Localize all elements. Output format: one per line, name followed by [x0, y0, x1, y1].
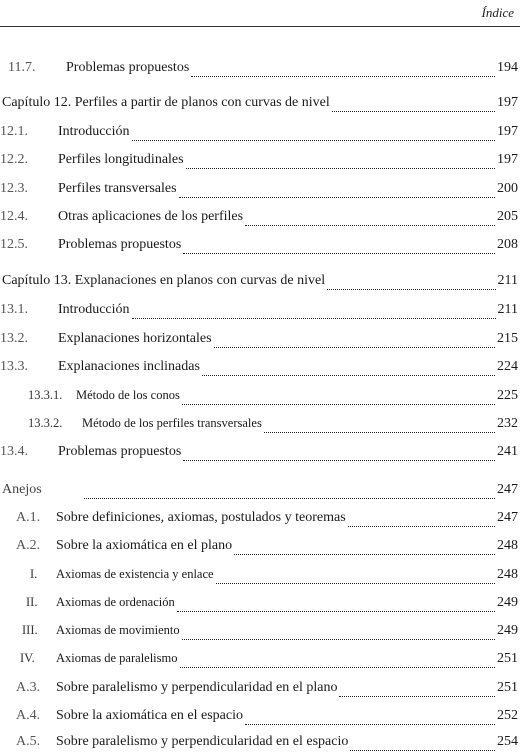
toc-entry[interactable] [0, 680, 518, 702]
entry-page: 211 [497, 302, 518, 317]
entry-number: IV. [20, 651, 35, 665]
entry-number: 13.4. [0, 444, 28, 459]
leader-dots [182, 404, 495, 405]
entry-page: 252 [497, 708, 518, 723]
entry-page: 248 [497, 567, 518, 582]
leader-dots [245, 225, 495, 226]
chapter-title: Capítulo 13. Explanaciones en planos con curvas de nivel [2, 273, 326, 288]
entry-page: 225 [497, 388, 518, 403]
toc-entry[interactable] [0, 124, 518, 146]
entry-title: Problemas propuestos [58, 237, 182, 252]
leader-dots [177, 611, 495, 612]
entry-number: II. [26, 595, 38, 609]
leader-dots [186, 168, 495, 169]
entry-title: Introducción [58, 124, 130, 139]
entry-number: A.4. [16, 708, 41, 723]
toc-entry[interactable] [0, 209, 518, 231]
entry-page: 251 [497, 651, 518, 666]
toc-entry[interactable] [0, 152, 518, 174]
entry-page: 251 [497, 680, 518, 695]
entry-page: 194 [497, 60, 518, 75]
toc-entry[interactable] [0, 302, 518, 324]
entry-title: Sobre la axiomática en el espacio [56, 708, 243, 723]
leader-dots [332, 111, 495, 112]
entry-number: 12.1. [0, 124, 28, 139]
entry-number: 13.3.1. [28, 388, 63, 402]
leader-dots [348, 526, 495, 527]
entry-number: III. [22, 623, 38, 637]
entry-page: 249 [497, 623, 518, 638]
toc-entry[interactable] [0, 538, 518, 560]
entry-number: A.5. [16, 734, 41, 749]
entry-title: Método de los conos [76, 388, 180, 402]
toc-entry[interactable] [0, 444, 518, 466]
entry-title: Sobre definiciones, axiomas, postulados y teoremas [56, 510, 346, 525]
entry-page: 224 [497, 359, 518, 374]
toc-entry[interactable] [0, 708, 518, 730]
entry-page: 247 [497, 482, 518, 497]
entry-page: 254 [497, 734, 518, 749]
entry-page: 232 [497, 416, 518, 431]
toc-chapter-entry[interactable] [0, 273, 518, 295]
running-header: Índice [481, 5, 514, 20]
leader-dots [180, 667, 496, 668]
entry-title: Axiomas de existencia y enlace [56, 567, 214, 581]
entry-page: 248 [497, 538, 518, 553]
entry-number: 13.2. [0, 331, 28, 346]
toc-appendix-entry[interactable] [0, 482, 518, 504]
entry-number: 13.1. [0, 302, 28, 317]
toc-subentry[interactable] [0, 567, 518, 589]
leader-dots [84, 498, 495, 499]
toc-chapter-entry[interactable] [0, 95, 518, 117]
entry-title: Axiomas de ordenación [56, 595, 175, 609]
entry-number: 12.2. [0, 152, 28, 167]
entry-title: Perfiles transversales [58, 181, 177, 196]
entry-page: 197 [497, 124, 518, 139]
leader-dots [132, 140, 495, 141]
toc-subentry[interactable] [0, 416, 518, 438]
leader-dots [339, 696, 495, 697]
leader-dots [202, 375, 495, 376]
leader-dots [264, 432, 495, 433]
entry-page: 200 [497, 181, 518, 196]
entry-number: A.2. [16, 538, 41, 553]
entry-number: 12.4. [0, 209, 28, 224]
entry-page: 211 [497, 273, 518, 288]
entry-title: Sobre paralelismo y perpendicularidad en el plano [56, 680, 338, 695]
leader-dots [214, 347, 495, 348]
toc-entry[interactable] [0, 510, 518, 532]
toc-subentry[interactable] [0, 388, 518, 410]
leader-dots [179, 197, 495, 198]
leader-dots [327, 289, 495, 290]
entry-title: Perfiles longitudinales [58, 152, 184, 167]
leader-dots [183, 253, 495, 254]
entry-title: Axiomas de movimiento [56, 623, 180, 637]
entry-page: 205 [497, 209, 518, 224]
leader-dots [183, 460, 495, 461]
entry-number: 12.3. [0, 181, 28, 196]
entry-number: 12.5. [0, 237, 28, 252]
leader-dots [132, 318, 496, 319]
entry-title: Explanaciones horizontales [58, 331, 212, 346]
entry-number: I. [30, 567, 38, 581]
toc-entry[interactable] [0, 181, 518, 203]
toc-entry[interactable] [0, 60, 518, 82]
toc-entry[interactable] [0, 237, 518, 259]
entry-title: Método de los perfiles transversales [82, 416, 262, 430]
entry-title: Otras aplicaciones de los perfiles [58, 209, 244, 224]
leader-dots [350, 750, 495, 751]
entry-title: Sobre paralelismo y perpendicularidad en el espacio [56, 734, 349, 749]
entry-title: Explanaciones inclinadas [58, 359, 200, 374]
entry-title: Problemas propuestos [66, 60, 190, 75]
entry-title: Problemas propuestos [58, 444, 182, 459]
entry-page: 208 [497, 237, 518, 252]
leader-dots [245, 724, 495, 725]
entry-page: 247 [497, 510, 518, 525]
leader-dots [216, 583, 495, 584]
header-rule [0, 26, 520, 27]
entry-number: 13.3.2. [28, 416, 63, 430]
entry-number: A.3. [16, 680, 41, 695]
leader-dots [182, 639, 495, 640]
entry-page: 197 [497, 152, 518, 167]
toc-subentry[interactable] [0, 623, 518, 645]
toc-subentry[interactable] [0, 595, 518, 617]
leader-dots [234, 554, 495, 555]
toc-subentry[interactable] [0, 651, 518, 673]
entry-page: 215 [497, 331, 518, 346]
toc-entry[interactable] [0, 359, 518, 381]
entry-title: Axiomas de paralelismo [56, 651, 178, 665]
entry-page: 249 [497, 595, 518, 610]
toc-entry[interactable] [0, 331, 518, 353]
entry-page: 241 [497, 444, 518, 459]
toc-entry[interactable] [0, 734, 518, 756]
entry-number: 11.7. [8, 60, 36, 75]
entry-number: 13.3. [0, 359, 28, 374]
entry-title: Introducción [58, 302, 130, 317]
chapter-title: Capítulo 12. Perfiles a partir de planos con curvas de nivel [2, 95, 330, 110]
appendix-title: Anejos [2, 482, 42, 497]
leader-dots [191, 76, 495, 77]
entry-page: 197 [497, 95, 518, 110]
entry-number: A.1. [16, 510, 41, 525]
entry-title: Sobre la axiomática en el plano [56, 538, 233, 553]
